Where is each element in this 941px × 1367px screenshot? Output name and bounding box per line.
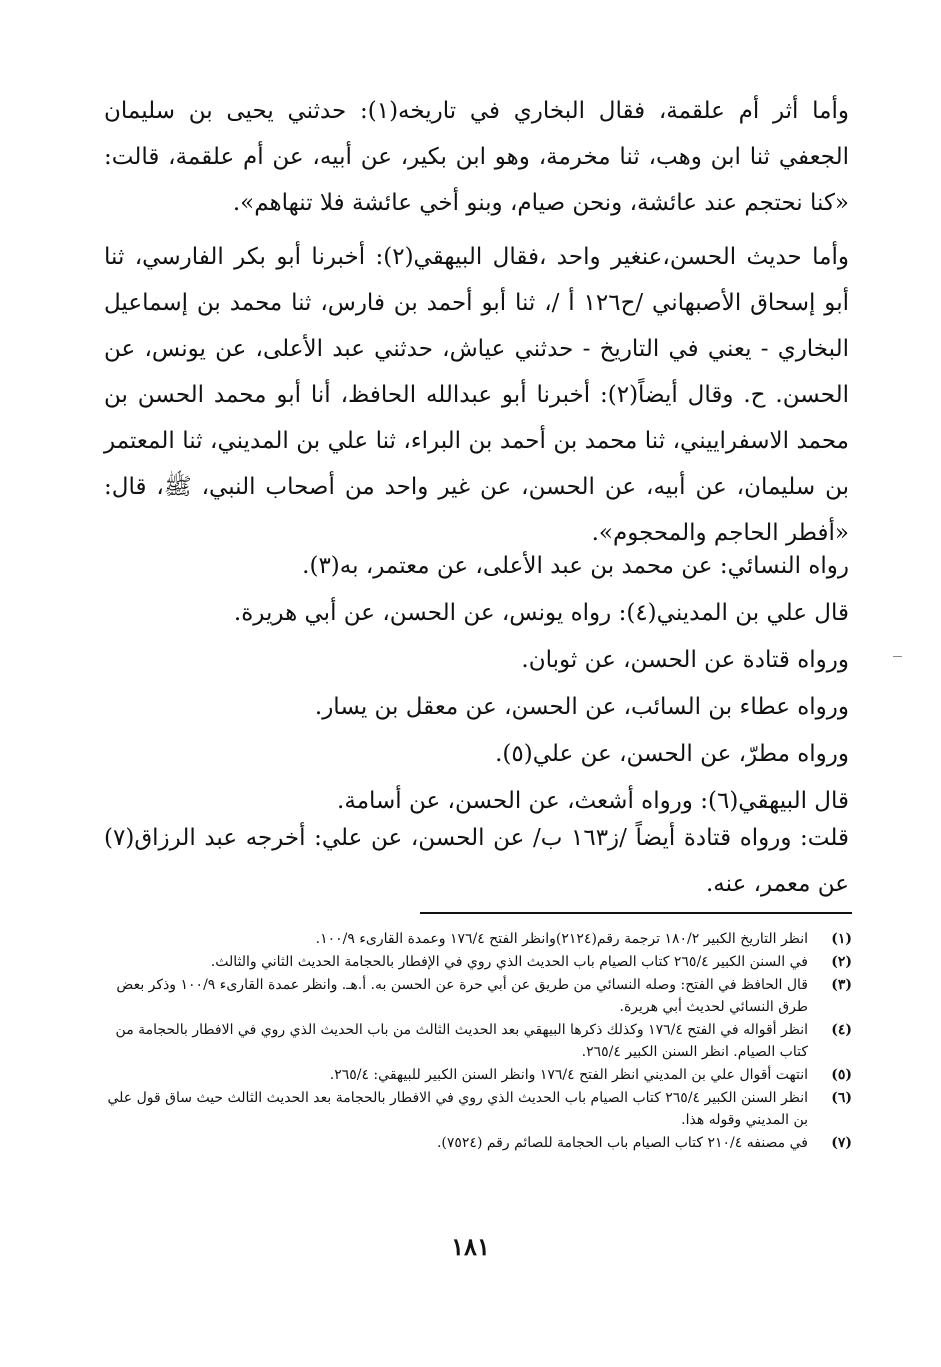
- footnote-text: قال الحافظ في الفتح: وصله النسائي من طريق عن أبي حرة عن الحسن به. أ.هـ. وانظر عمدة القارىء ١٠٠/٩ وذكر بعض طرق النسائي لحديث أبي هريرة.: [116, 977, 808, 1015]
- footnote: [104, 928, 852, 950]
- footnote-text: انظر التاريخ الكبير ١٨٠/٢ ترجمة رقم(٢١٢٤)وانظر الفتح ١٧٦/٤ وعمدة القارىء ١٠٠/٩.: [315, 931, 808, 947]
- footnote-text: في مصنفه ٢١٠/٤ كتاب الصيام باب الحجامة للصائم رقم (٧٥٢٤).: [436, 1135, 808, 1151]
- paragraph-umm-alqama: [104, 88, 849, 226]
- footnote-number: (١): [831, 931, 852, 947]
- scan-mark: [893, 656, 902, 657]
- footnote: [104, 1132, 852, 1154]
- narration-line: ورواه قتادة عن الحسن، عن ثوبان.: [521, 647, 849, 673]
- footnote-divider: [420, 912, 852, 914]
- page-number: ١٨١: [451, 1232, 490, 1261]
- footnote-number: (٤): [831, 1022, 852, 1038]
- narration-line: قال البيهقي(٦): ورواه أشعث، عن الحسن، عن أسامة.: [337, 788, 849, 814]
- narration-line: ورواه عطاء بن السائب، عن الحسن، عن معقل بن يسار.: [314, 694, 849, 720]
- footnote-number: (٦): [831, 1090, 852, 1106]
- paragraph-hasan-hadith: [104, 234, 849, 556]
- narration-lines: [104, 543, 849, 825]
- footnote-number: (٢): [831, 954, 852, 970]
- footnote-number: (٥): [831, 1067, 852, 1083]
- footnote: [104, 951, 852, 973]
- paragraph-text: قلت: ورواه قتادة أيضاً /ز١٦٣ ب/ عن الحسن، عن علي: أخرجه عبد الرزاق(٧) عن معمر، عنه.: [104, 825, 849, 897]
- narration-line: ورواه مطرّ، عن الحسن، عن علي(٥).: [495, 741, 849, 767]
- footnote-text: انظر السنن الكبير ٢٦٥/٤ كتاب الصيام باب الحديث الذي روي في الافطار بالحجامة بعد الحديث الثالث حيث ساق قول علي بن المديني وقوله هذا.: [107, 1090, 808, 1128]
- footnote-number: (٧): [831, 1135, 852, 1151]
- footnotes: [104, 928, 852, 1155]
- footnote-text: في السنن الكبير ٢٦٥/٤ كتاب الصيام باب الحديث الذي روي في الإفطار بالحجامة الحديث الثاني والثالث.: [210, 954, 808, 970]
- footnote-text: انتهت أقوال علي بن المديني انظر الفتح ١٧٦/٤ وانظر السنن الكبير للبيهقي: ٢٦٥/٤.: [329, 1067, 808, 1083]
- narration-line: رواه النسائي: عن محمد بن عبد الأعلى، عن معتمر، به(٣).: [302, 553, 849, 579]
- footnote-number: (٣): [831, 977, 852, 993]
- paragraph-text: وأما أثر أم علقمة، فقال البخاري في تاريخه(١): حدثني يحيى بن سليمان الجعفي ثنا ابن وهب، ثنا مخرمة، وهو ابن بكير، عن أبيه، عن أم علقمة، قالت: «كنا نحتجم عند عائشة، ونحن صيام، وبنو أخي عائشة فلا تنهاهم».: [104, 98, 849, 216]
- footnote: [104, 1087, 852, 1131]
- paragraph-text: وأما حديث الحسن،عنغير واحد ،فقال البيهقي(٢): أخبرنا أبو بكر الفارسي، ثنا أبو إسحاق الأصبهاني /ح١٢٦ أ /، ثنا أبو أحمد بن فارس، ثنا محمد بن إسماعيل البخاري - يعني في التاريخ - حدثني عياش، حدثني عبد الأعلى، عن يونس، عن الحسن. ح. وقال أيضاً(٢): أخبرنا أبو عبدالله الحافظ، أنا أبو محمد الحسن بن محمد الاسفراييني، ثنا محمد بن أحمد بن البراء، ثنا علي بن المديني، ثنا المعتمر بن سليمان، عن أبيه، عن الحسن، عن غير واحد من أصحاب النبي، ﷺ، قال: «أفطر الحاجم والمحجوم».: [104, 244, 849, 546]
- footnote: [104, 1019, 852, 1063]
- narration-line: قال علي بن المديني(٤): رواه يونس، عن الحسن، عن أبي هريرة.: [233, 600, 849, 626]
- footnote: [104, 974, 852, 1018]
- footnote-text: انظر أقواله في الفتح ١٧٦/٤ وكذلك ذكرها البيهقي بعد الحديث الثالث من باب الحديث الذي روي في الافطار بالحجامة من كتاب الصيام. انظر السنن الكبير ٢٦٥/٤.: [115, 1022, 808, 1060]
- paragraph-author-note: [104, 815, 849, 907]
- footnote: [104, 1064, 852, 1086]
